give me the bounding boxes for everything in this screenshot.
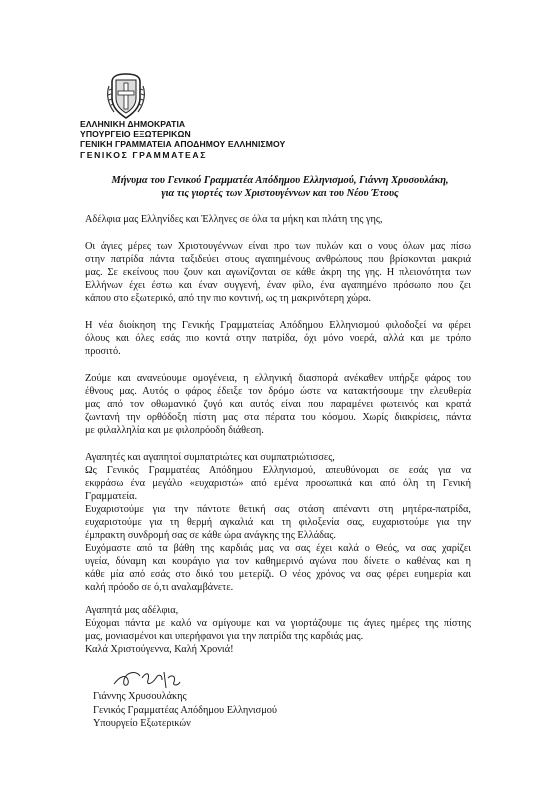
text-line: Ως Γενικός Γραμματέας Απόδημου Ελληνισμού, απευθύνομαι σε εσάς για να <box>85 465 471 476</box>
text-line: στην πατρίδα πάντα ταξιδεύει στους αγαπημένους ανθρώπους που βρίσκονται μακριά <box>85 254 471 265</box>
paragraph-5 <box>85 604 471 656</box>
title-line: Μήνυμα του Γενικού Γραμματέα Απόδημου Ελληνισμού, Γιάννη Χρυσουλάκη, <box>111 175 449 186</box>
paragraph-4 <box>85 451 471 594</box>
text-line: Η νέα διοίκηση της Γενικής Γραμματείας Απόδημου Ελληνισμού φιλοδοξεί να φέρει <box>85 320 471 331</box>
text-line: Εύχομαι πάντα με καλό να σμίγουμε και να γιορτάζουμε τις άγιες ημέρες της πίστης <box>85 618 471 629</box>
paragraph-1 <box>85 240 471 305</box>
text-line: Γραμματεία. <box>85 491 138 502</box>
greeting-line: Αδέλφια μας Ελληνίδες και Έλληνες σε όλα τα μήκη και πλάτη της γης, <box>85 214 383 225</box>
text-line: με φιλαλληλία και με φιλοπρόοδη διάθεση. <box>85 425 264 436</box>
text-line: έθνους μας. Αυτός ο φάρος έδειξε τον δρόμο ώστε να κατακτήσουμε την ελευθερία <box>85 386 471 397</box>
text-line: Καλά Χριστούγεννα, Καλή Χρονιά! <box>85 644 234 655</box>
text-line: προσιτό. <box>85 346 121 357</box>
signatory-name: Γιάννης Χρυσουλάκης <box>93 691 187 702</box>
signatory-ministry: Υπουργείο Εξωτερικών <box>93 718 191 729</box>
text-line: καλή πρόοδο σε ό,τι αναλαμβάνετε. <box>85 582 234 593</box>
organization-header <box>80 119 285 160</box>
text-line: κάπου στο εξωτερικό, από την πιο κοντινή, ως τη μακρινότερη χώρα. <box>85 293 371 304</box>
text-line: Ευχαριστούμε για την πάντοτε θετική σας στάση απέναντι στη μητέρα-πατρίδα, <box>85 504 471 515</box>
signature-block <box>93 690 277 731</box>
org-line: ΕΛΛΗΝΙΚΗ ΔΗΜΟΚΡΑΤΙΑ <box>80 119 186 129</box>
paragraph-3 <box>85 372 471 437</box>
text-line: ευχαριστούμε για τη θερμή αγκαλιά και τη φιλοξενία σας, ευχαριστούμε για την <box>85 517 471 528</box>
text-line: όλους και όλες εσάς πιο κοντά στην πατρίδα, όχι μόνο νοερά, αλλά και με τρόπο <box>85 333 471 344</box>
paragraph-2 <box>85 319 471 358</box>
text-line: Ελλήνων έχει έστω και έναν συγγενή, έναν φίλο, ένα αγαπημένο πρόσωπο που ζει <box>85 280 471 291</box>
text-line: ζωντανή την ορθόδοξη πίστη μας στα πέρατα του κόσμου. Χωρίς διακρίσεις, πάντα <box>85 412 471 423</box>
org-line: ΓΕΝΙΚΗ ΓΡΑΜΜΑΤΕΙΑ ΑΠΟΔΗΜΟΥ ΕΛΛΗΝΙΣΜΟΥ <box>80 139 286 150</box>
signatory-role: Γενικός Γραμματέας Απόδημου Ελληνισμού <box>93 704 278 716</box>
text-line: Ζούμε και ανανεύουμε ομογένεια, η ελληνική διασπορά ανέκαθεν υπήρξε φάρος του <box>85 373 471 384</box>
text-line: μας από τον οθωμανικό ζυγό και αυτός είναι που παραμένει φωτεινός και κρατά <box>85 399 471 410</box>
text-line: εκφράσω ένα μεγάλο «ευχαριστώ» από εμένα προσωπικά και από όλη τη Γενική <box>85 478 471 489</box>
letter-title <box>60 174 500 200</box>
title-line: για τις γιορτές των Χριστουγέννων και του Νέου Έτους <box>161 188 399 199</box>
text-line: έμπρακτη συνδρομή σας σε κάθε ώρα ανάγκης της Ελλάδας. <box>85 530 337 541</box>
org-line: ΓΕΝΙΚΟΣ ΓΡΑΜΜΑΤΕΑΣ <box>80 149 207 160</box>
handwritten-signature <box>112 668 182 690</box>
org-line: ΥΠΟΥΡΓΕΙΟ ΕΞΩΤΕΡΙΚΩΝ <box>80 129 191 140</box>
greek-coat-of-arms-icon <box>106 72 146 120</box>
greeting <box>85 213 471 226</box>
text-line: Αγαπητές και αγαπητοί συμπατριώτες και συμπατριώτισσες, <box>85 452 335 463</box>
text-line: υγεία, δύναμη και κουράγιο για τον καθημερινό αγώνα που δίνετε ο καθένας και η <box>85 556 471 567</box>
text-line: Ευχόμαστε από τα βάθη της καρδιάς μας να σας έχει καλά ο Θεός, να σας χαρίζει <box>85 543 471 554</box>
text-line: μας, μονιασμένοι και υπερήφανοι για την πατρίδα της καρδιάς μας. <box>85 631 364 642</box>
text-line: κάθε μία από εσάς στο δικό του μετερίζι. Ο νέος χρόνος να σας φέρει ευημερία και <box>85 569 471 580</box>
text-line: μας. Σε εκείνους που ζουν και αγωνίζονται σε κάθε άκρη της γης. Η πλειονότητα των <box>85 267 471 278</box>
text-line: Οι άγιες μέρες των Χριστουγέννων είναι προ των πυλών και ο νους όλων μας πίσω <box>85 241 471 252</box>
text-line: Αγαπητά μας αδέλφια, <box>85 605 179 616</box>
